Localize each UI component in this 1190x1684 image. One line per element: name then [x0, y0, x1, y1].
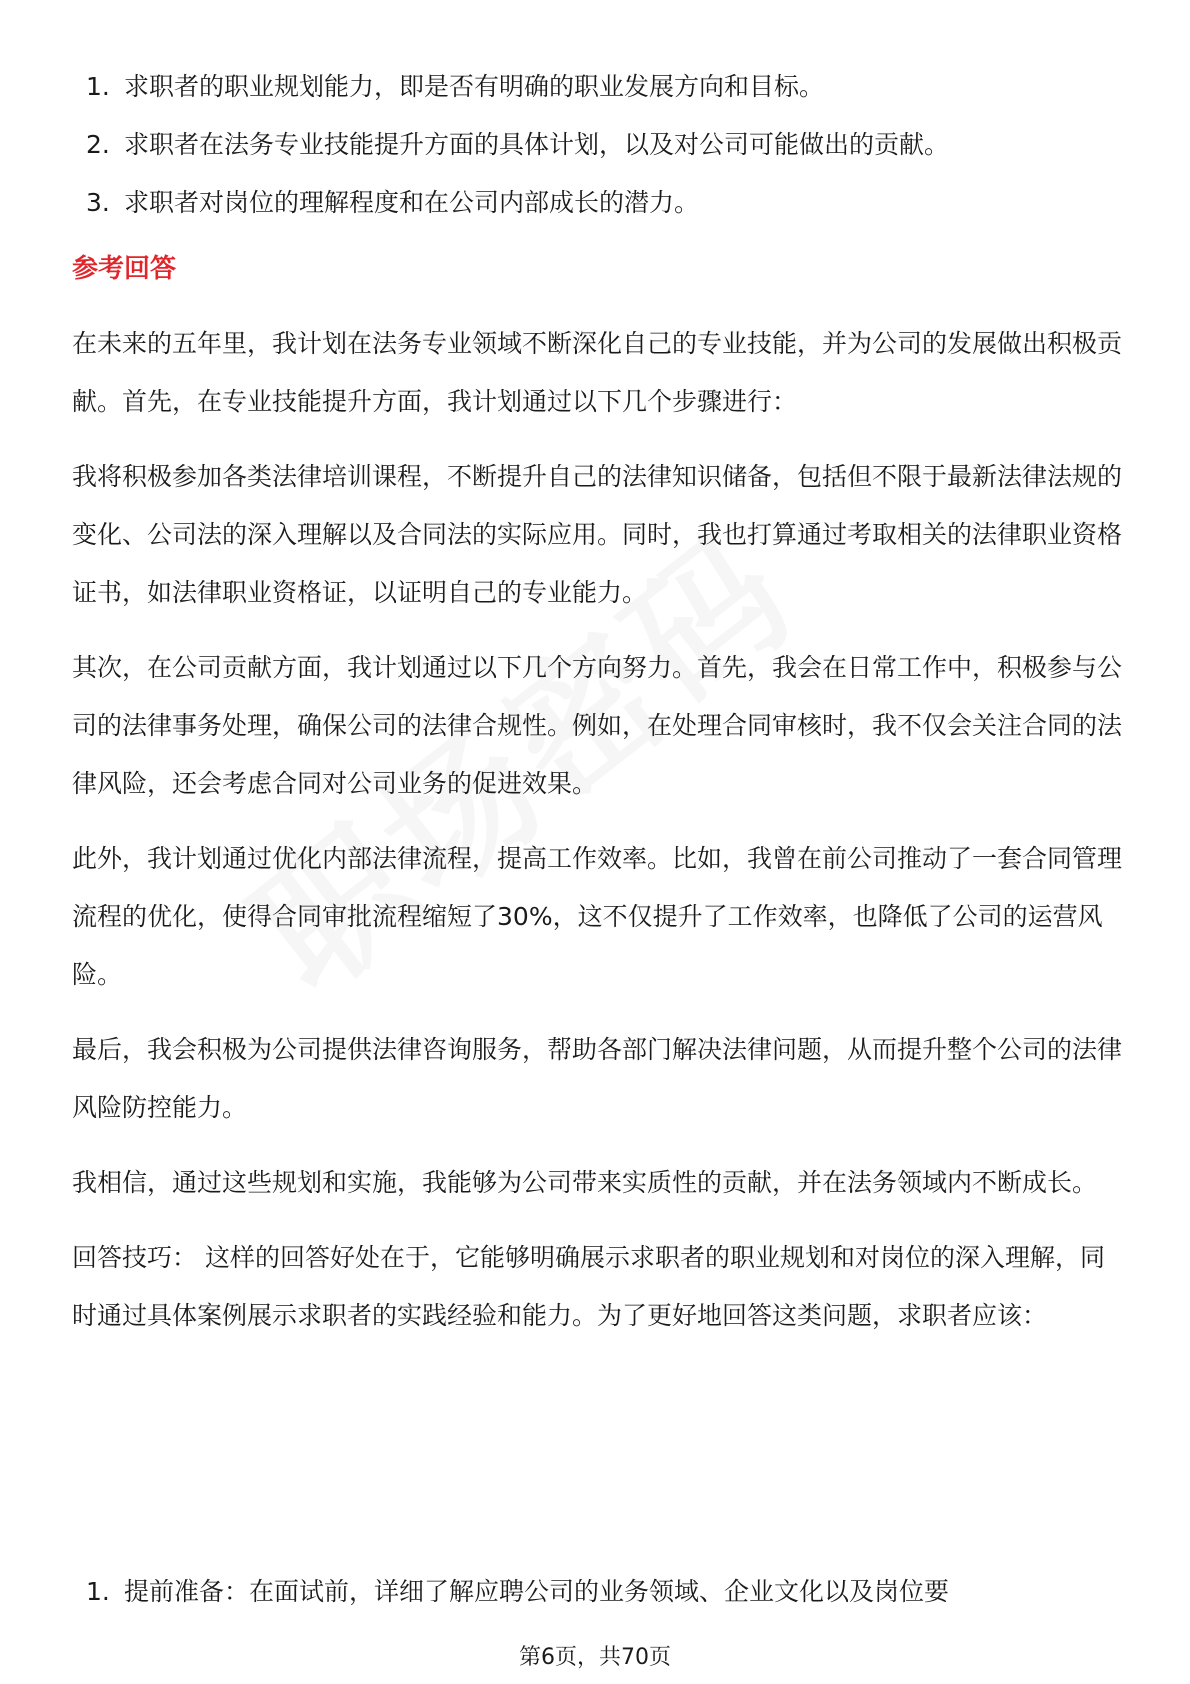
paragraph: 最后，我会积极为公司提供法律咨询服务，帮助各部门解决法律问题，从而提升整个公司的法律风险防控能力。 [72, 1035, 1123, 1122]
list-item-number: 1. [86, 72, 110, 101]
list-item-text: 求职者在法务专业技能提升方面的具体计划，以及对公司可能做出的贡献。 [124, 130, 950, 159]
paragraph: 此外，我计划通过优化内部法律流程，提高工作效率。比如，我曾在前公司推动了一套合同管理流程的优化，使得合同审批流程缩短了30%，这不仅提升了工作效率，也降低了公司的运营风险。 [72, 844, 1123, 989]
list-item-text: 求职者对岗位的理解程度和在公司内部成长的潜力。 [124, 188, 700, 217]
list-item-text: 提前准备：在面试前，详细了解应聘公司的业务领域、企业文化以及岗位要 [124, 1577, 950, 1606]
bottom-numbered-list [72, 1563, 1122, 1621]
paragraph: 其次，在公司贡献方面，我计划通过以下几个方向努力。首先，我会在日常工作中，积极参与公司的法律事务处理，确保公司的法律合规性。例如，在处理合同审核时，我不仅会关注合同的法律风险，还会考虑合同对公司业务的促进效果。 [72, 653, 1123, 798]
page-footer: 第6页，共70页 [519, 1645, 671, 1670]
list-item-number: 2. [86, 130, 110, 159]
paragraph: 我将积极参加各类法律培训课程，不断提升自己的法律知识储备，包括但不限于最新法律法规的变化、公司法的深入理解以及合同法的实际应用。同时，我也打算通过考取相关的法律职业资格证书，如法律职业资格证，以证明自己的专业能力。 [72, 462, 1123, 607]
section-title: 参考回答 [72, 254, 177, 284]
page-content [72, 58, 1122, 1345]
list-item-number: 1. [86, 1577, 110, 1606]
list-item-number: 3. [86, 188, 110, 217]
bottom-numbered-list-wrapper [72, 1563, 1122, 1621]
list-item [72, 116, 1122, 174]
top-numbered-list [72, 58, 1122, 232]
list-item-text: 求职者的职业规划能力，即是否有明确的职业发展方向和目标。 [124, 72, 825, 101]
answer-tips-paragraph: 回答技巧： 这样的回答好处在于，它能够明确展示求职者的职业规划和对岗位的深入理解，同时通过具体案例展示求职者的实践经验和能力。为了更好地回答这类问题，求职者应该： [72, 1243, 1105, 1330]
list-item [72, 58, 1122, 116]
list-item [72, 1563, 1122, 1621]
paragraph: 我相信，通过这些规划和实施，我能够为公司带来实质性的贡献，并在法务领域内不断成长。 [72, 1168, 1098, 1197]
list-item [72, 174, 1122, 232]
paragraph: 在未来的五年里，我计划在法务专业领域不断深化自己的专业技能，并为公司的发展做出积极贡献。首先，在专业技能提升方面，我计划通过以下几个步骤进行： [72, 329, 1123, 416]
